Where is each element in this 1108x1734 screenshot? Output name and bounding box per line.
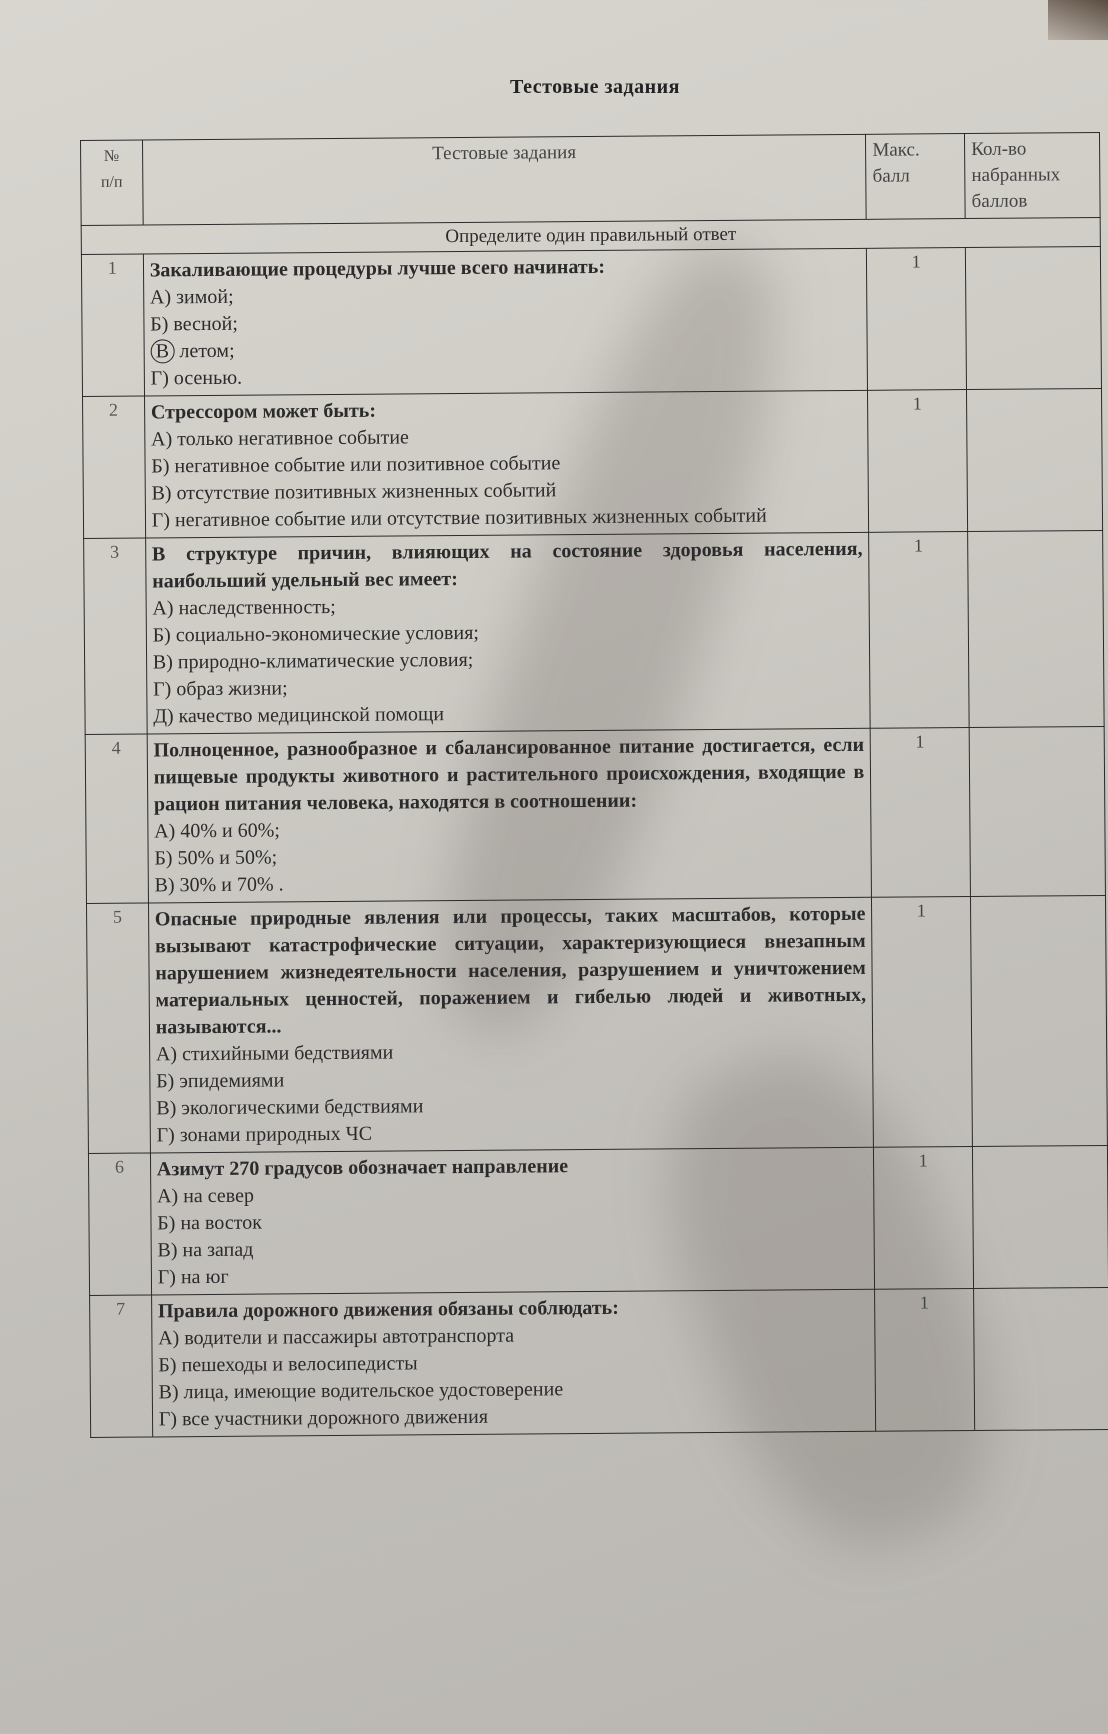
answer-option: А) водители и пассажиры автотранспорта (158, 1324, 515, 1350)
answer-option: В) лица, имеющие водительское удостоверение (158, 1378, 564, 1404)
row-number: 6 (88, 1153, 151, 1295)
row-number: 5 (86, 903, 150, 1153)
row-earned-score[interactable] (971, 895, 1108, 1146)
answer-option: В) 30% и 70% . (154, 873, 284, 897)
answer-option: Б) весной; (150, 312, 238, 336)
table-row (90, 1287, 1108, 1437)
answer-option: А) 40% и 60%; (154, 819, 280, 843)
answer-option: В) отсутствие позитивных жизненных событий (151, 479, 557, 505)
header-max: Макс. балл (866, 134, 965, 220)
row-task (148, 897, 874, 1153)
question-text: Полноценное, разнообразное и сбалансированное питание достигается, если пищевые продукты животного и растительного происхождения, входящие в рацион питания человека, находятся в соотношении: (153, 733, 865, 816)
section-title: Определите один правильный ответ (81, 217, 1100, 254)
answer-option: Г) зонами природных ЧС (156, 1122, 373, 1147)
answer-option: В) природно-климатические условия; (152, 648, 474, 674)
row-earned-score[interactable] (973, 1145, 1108, 1288)
row-max-score: 1 (867, 248, 967, 391)
answer-option: Г) осенью. (150, 366, 243, 390)
question-text: В структуре причин, влияющих на состояние здоровья населения, наибольший удельный вес имеет: (151, 537, 863, 593)
answer-option: В) на запад (157, 1238, 254, 1262)
row-max-score: 1 (872, 897, 973, 1148)
paper-corner (1048, 0, 1108, 40)
row-number: 2 (83, 396, 146, 538)
row-earned-score[interactable] (969, 726, 1105, 896)
answer-option: А) стихийными бедствиями (155, 1041, 394, 1066)
header-row (81, 132, 1101, 225)
table-row (88, 1145, 1108, 1295)
row-task (150, 1147, 875, 1295)
row-earned-score[interactable] (968, 530, 1104, 727)
question-text: Правила дорожного движения обязаны соблюдать: (157, 1296, 619, 1323)
row-number: 4 (85, 734, 148, 903)
question-text: Опасные природные явления или процессы, таких масштабов, которые вызывают катастрофические ситуации, характеризующиеся внезапным нарушением жизнедеятельности населения, разрушением и уничтожением материальных ценностей, поражением и гибелью людей и животных, называются... (154, 902, 867, 1039)
table-row (85, 726, 1105, 903)
row-task (144, 390, 869, 538)
question-text: Стрессором может быть: (150, 399, 377, 424)
row-earned-score[interactable] (974, 1287, 1108, 1430)
page-title: Тестовые задания (510, 76, 680, 98)
row-task (147, 728, 872, 903)
answer-option: Д) качество медицинской помощи (153, 703, 445, 728)
row-earned-score[interactable] (967, 388, 1103, 531)
row-max-score: 1 (874, 1147, 974, 1290)
answer-option: Г) все участники дорожного движения (158, 1405, 489, 1431)
row-max-score: 1 (868, 390, 968, 533)
question-text: Закаливающие процедуры лучше всего начинать: (149, 255, 606, 282)
question-rows (81, 246, 1108, 1437)
answer-option: Б) 50% и 50%; (154, 846, 278, 870)
row-number: 7 (90, 1295, 153, 1437)
answer-option: Б) эпидемиями (156, 1069, 285, 1093)
row-number: 1 (81, 254, 144, 396)
row-max-score: 1 (869, 532, 969, 729)
answer-option: А) наследственность; (152, 596, 336, 620)
answer-option: Г) на юг (157, 1265, 229, 1289)
header-task: Тестовые задания (142, 134, 866, 225)
question-text: Азимут 270 градусов обозначает направление (156, 1155, 569, 1181)
header-num: № п/п (81, 140, 143, 225)
table-row (84, 530, 1105, 734)
answer-option: А) зимой; (149, 285, 234, 309)
row-task (151, 1289, 876, 1437)
circled-answer-mark: В (150, 339, 174, 363)
answer-option: Г) образ жизни; (152, 677, 288, 701)
row-task (145, 532, 870, 734)
answer-option: А) на север (156, 1184, 255, 1208)
row-max-score: 1 (870, 728, 970, 898)
table-row (86, 895, 1107, 1153)
row-number: 3 (84, 538, 147, 734)
row-max-score: 1 (875, 1289, 975, 1432)
answer-option: Б) социально-экономические условия; (152, 621, 480, 647)
answer-option: Б) пешеходы и велосипедисты (158, 1352, 418, 1377)
row-earned-score[interactable] (965, 246, 1101, 389)
header-got: Кол-во набранных баллов (965, 132, 1101, 218)
answer-option: Г) негативное событие или отсутствие позитивных жизненных событий (151, 504, 767, 532)
answer-option: Б) на восток (157, 1211, 262, 1235)
circled-answer-text: летом; (174, 339, 235, 363)
answer-option: В) экологическими бедствиями (156, 1095, 424, 1120)
answer-option: Б) негативное событие или позитивное событие (151, 452, 561, 478)
answer-option: А) только негативное событие (151, 426, 409, 451)
tests-table (80, 132, 1108, 1438)
table-row (83, 388, 1103, 538)
table-row (81, 246, 1101, 396)
row-task (143, 248, 868, 396)
